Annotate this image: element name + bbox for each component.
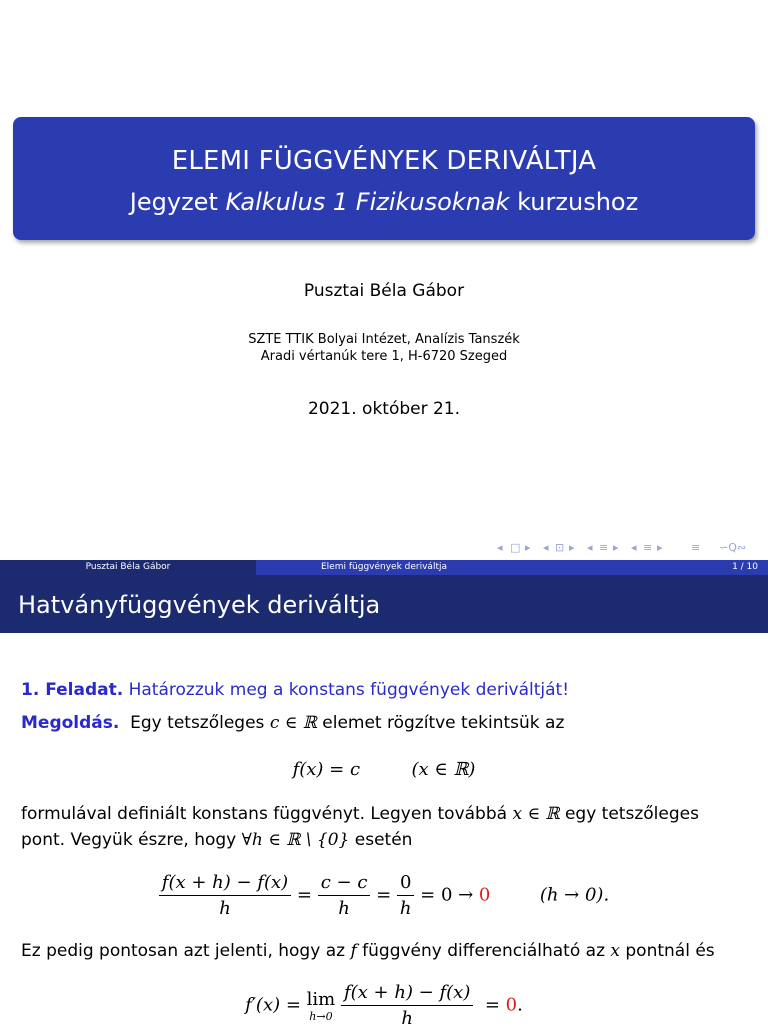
nav-align-icon[interactable]: ≡	[691, 541, 701, 554]
limit-operator	[307, 989, 336, 1023]
nav-slide-icon[interactable]: □	[510, 541, 521, 554]
line3-f: f	[350, 941, 357, 961]
nav-prev-subsection-icon[interactable]: ◂	[587, 541, 593, 554]
solution-text-b: elemet rögzítve tekintsük az	[316, 713, 565, 733]
solution-label: Megoldás.	[21, 713, 120, 733]
nav-next-section-icon[interactable]: ▸	[657, 541, 663, 554]
paragraph-line-3	[21, 941, 715, 961]
frac4-numerator: f(x + h) − f(x)	[341, 982, 473, 1006]
line1-text-a: formulával definiált konstans függvényt. Legyen továbbá	[21, 804, 513, 824]
footline-page	[512, 560, 768, 575]
title-block	[13, 117, 755, 240]
footline-title: Elemi függvények deriváltja	[256, 560, 512, 575]
fraction-derivative	[341, 982, 473, 1029]
nav-subsection-icon[interactable]: ≡	[599, 541, 609, 554]
institution-line-2: Aradi vértanúk tere 1, H-6720 Szeged	[260, 349, 508, 364]
paragraph-line-1	[21, 804, 699, 824]
subtitle-course: Kalkulus 1 Fizikusoknak	[225, 188, 510, 216]
formula2-tail: = 0 →	[420, 884, 479, 906]
nav-prev-section-icon[interactable]: ◂	[631, 541, 637, 554]
frac1-numerator: f(x + h) − f(x)	[159, 872, 291, 896]
frac3-numerator: 0	[397, 872, 414, 896]
page-number: 1 / 10	[732, 562, 758, 572]
fraction-difference-quotient	[159, 872, 291, 919]
frac2-denominator: h	[338, 898, 350, 919]
task-statement	[21, 680, 569, 700]
line3-x: x	[610, 941, 620, 961]
nav-section-icon[interactable]: ≡	[643, 541, 653, 554]
formula1-condition: (x ∈ ℝ)	[411, 759, 476, 780]
task-text: Határozzuk meg a konstans függvények deriváltját!	[123, 680, 570, 700]
formula3-equals: =	[479, 994, 506, 1016]
formula-constant-function	[0, 759, 768, 780]
slide-footline	[0, 560, 768, 575]
footline-author: Pusztai Béla Gábor	[0, 560, 256, 575]
document-date: 2021. október 21.	[307, 399, 461, 419]
frac1-denominator: h	[219, 898, 231, 919]
formula2-limit-value: 0	[478, 884, 491, 906]
line2-text-b: esetén	[349, 830, 413, 850]
nav-prev-frame-icon[interactable]: ◂	[543, 541, 549, 554]
formula3-lhs: f′(x) =	[245, 994, 307, 1016]
line2-math: ∀h ∈ ℝ \ {0}	[241, 830, 350, 850]
frame-title-bar	[0, 575, 768, 633]
nav-search-icon[interactable]: ∽Q∾	[719, 541, 747, 554]
nav-next-subsection-icon[interactable]: ▸	[613, 541, 619, 554]
formula-difference-quotient: $\frac{f(x + h) - f(x)}{h}$ = $\frac{c - c}{h}$ = $\frac{0}{h}$ = 0 → 0 (h → 0).	[0, 872, 768, 919]
nav-prev-slide-icon[interactable]: ◂	[497, 541, 503, 554]
frame-title: Hatványfüggvények deriváltja	[18, 591, 381, 619]
line3-text-b: függvény differenciálható az	[356, 941, 611, 961]
nav-frame-icon[interactable]: ⊡	[555, 541, 565, 554]
limit-subscript: h→0	[309, 1009, 333, 1023]
solution-text-a: Egy tetszőleges	[119, 713, 270, 733]
line2-text-a: pont. Vegyük észre, hogy	[21, 830, 242, 850]
line1-math: x ∈ ℝ	[512, 804, 560, 824]
institution-line-1: SZTE TTIK Bolyai Intézet, Analízis Tanszék	[248, 332, 520, 347]
formula3-period: .	[517, 994, 523, 1016]
subtitle-prefix: Jegyzet	[129, 188, 226, 216]
line3-text-c: pontnál és	[619, 941, 715, 961]
fraction-c-minus-c	[318, 872, 371, 919]
task-label: 1. Feladat.	[21, 680, 124, 700]
line3-text-a: Ez pedig pontosan azt jelenti, hogy az	[21, 941, 351, 961]
solution-math: c ∈ ℝ	[269, 713, 317, 733]
formula2-condition: (h → 0).	[539, 884, 610, 906]
formula-derivative-limit	[0, 982, 768, 1029]
fraction-zero-over-h	[397, 872, 414, 919]
frac2-numerator: c − c	[318, 872, 371, 896]
nav-next-frame-icon[interactable]: ▸	[569, 541, 575, 554]
author-name: Pusztai Béla Gábor	[303, 281, 465, 301]
line1-text-b: egy tetszőleges	[559, 804, 699, 824]
nav-next-slide-icon[interactable]: ▸	[525, 541, 531, 554]
frac4-denominator: h	[401, 1008, 413, 1029]
formula1-lhs: f(x) = c	[292, 759, 361, 780]
subtitle-suffix: kurzushoz	[509, 188, 639, 216]
document-subtitle	[13, 188, 755, 216]
navigation-symbols	[493, 541, 768, 555]
limit-symbol: lim	[306, 988, 336, 1010]
frac3-denominator: h	[399, 898, 412, 919]
solution-intro	[21, 713, 564, 733]
paragraph-line-2	[21, 830, 412, 850]
document-title: ELEMI FÜGGVÉNYEK DERIVÁLTJA	[171, 146, 597, 176]
formula3-result: 0	[505, 994, 518, 1016]
